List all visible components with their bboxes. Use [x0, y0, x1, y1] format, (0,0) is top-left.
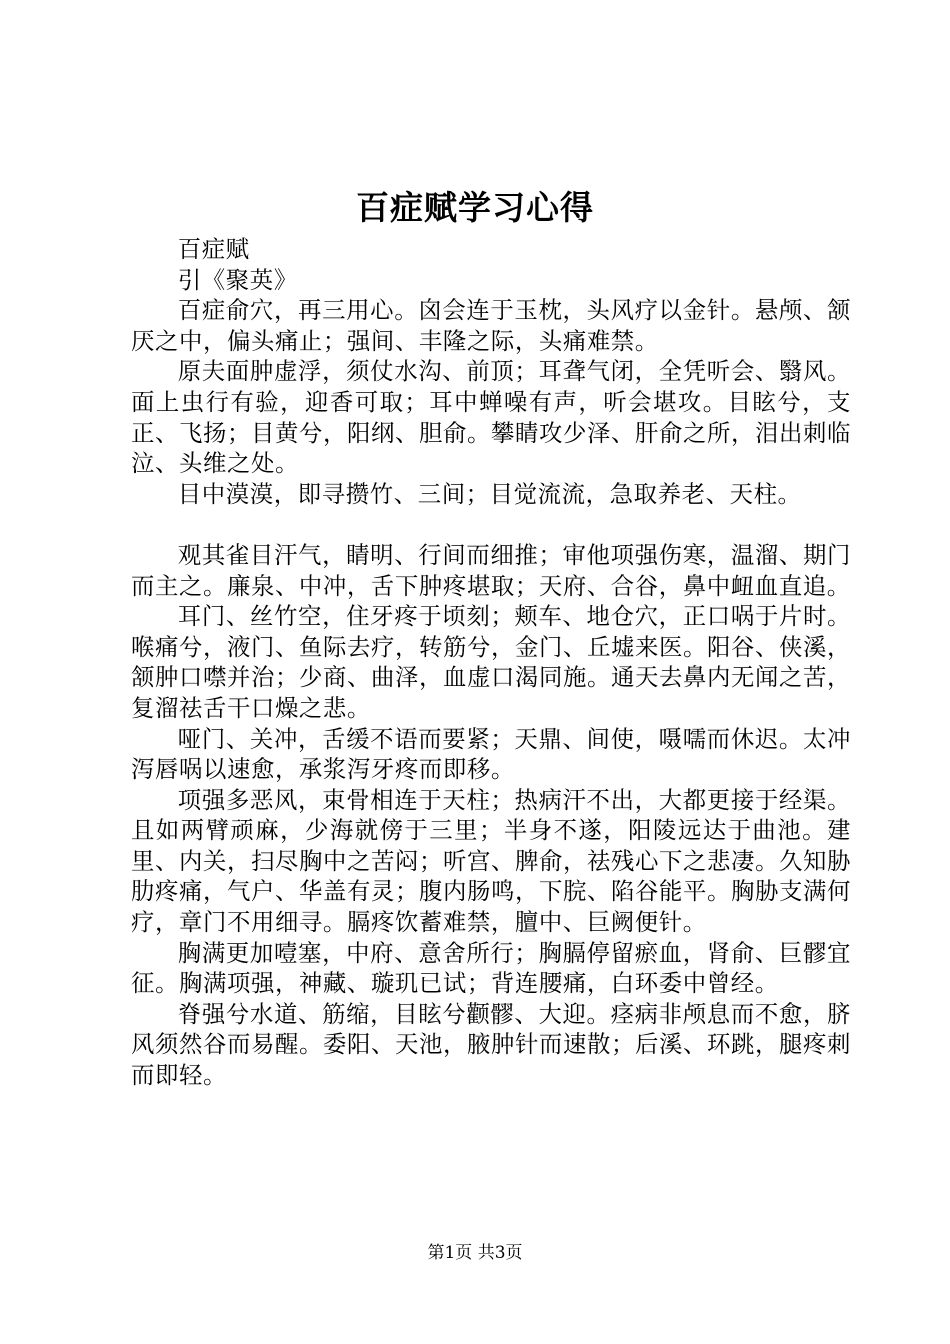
- paragraph-2: 引《聚英》: [177, 265, 298, 294]
- page-title: 百症赋学习心得: [356, 188, 594, 227]
- paragraph-5: 目中漠漠，即寻攒竹、三间；目觉流流，急取养老、天柱。: [177, 479, 802, 508]
- document-body: [131, 234, 851, 1091]
- paragraph-1: 百症赋: [177, 235, 250, 263]
- paragraph-9: 项强多恶风，束骨相连于天柱；热病汗不出，大都更接于经渠。且如两臂顽麻，少海就傍于三里；半身不遂，阳陵远达于曲池。建里、内关，扫尽胸中之苦闷；听宫、脾俞，祛残心下之悲凄。久知胁肋疼痛，气户、华盖有灵；腹内肠鸣，下脘、陷谷能平。胸胁支满何疗，章门不用细寻。膈疼饮蓄难禁，膻中、巨阙便针。: [131, 785, 851, 937]
- paragraph-3: 百症俞穴，再三用心。囟会连于玉枕，头风疗以金针。悬颅、颔厌之中，偏头痛止；强间、丰隆之际，头痛难禁。: [131, 296, 851, 355]
- paragraph-7: 耳门、丝竹空，住牙疼于顷刻；颊车、地仓穴，正口㖞于片时。喉痛兮，液门、鱼际去疗，转筋兮，金门、丘墟来医。阳谷、侠溪，颔肿口噤并治；少商、曲泽，血虚口渴同施。通天去鼻内无闻之苦，复溜祛舌干口燥之悲。: [131, 602, 851, 722]
- paragraph-11: 脊强兮水道、筋缩，目眩兮颧髎、大迎。痉病非颅息而不愈，脐风须然谷而易醒。委阳、天池，腋肿针而速散；后溪、环跳，腿疼刺而即轻。: [131, 999, 851, 1090]
- paragraph-10: 胸满更加噎塞，中府、意舍所行；胸膈停留瘀血，肾俞、巨髎宜征。胸满项强，神藏、璇玑已试；背连腰痛，白环委中曾经。: [131, 938, 851, 998]
- page-footer: 第1页 共3页: [427, 1243, 523, 1263]
- paragraph-6: 观其雀目汗气，睛明、行间而细推；审他项强伤寒，温溜、期门而主之。廉泉、中冲，舌下肿疼堪取；天府、合谷，鼻中衄血直追。: [131, 540, 851, 600]
- paragraph-8: 哑门、关冲，舌缓不语而要紧；天鼎、间使，嗫嚅而休迟。太冲泻唇㖞以速愈，承浆泻牙疼而即移。: [131, 724, 851, 784]
- paragraph-4: 原夫面肿虚浮，须仗水沟、前顶；耳聋气闭，全凭听会、翳风。面上虫行有验，迎香可取；耳中蝉噪有声，听会堪攻。目眩兮，支正、飞扬；目黄兮，阳纲、胆俞。攀睛攻少泽、肝俞之所，泪出刺临泣、头维之处。: [131, 357, 851, 478]
